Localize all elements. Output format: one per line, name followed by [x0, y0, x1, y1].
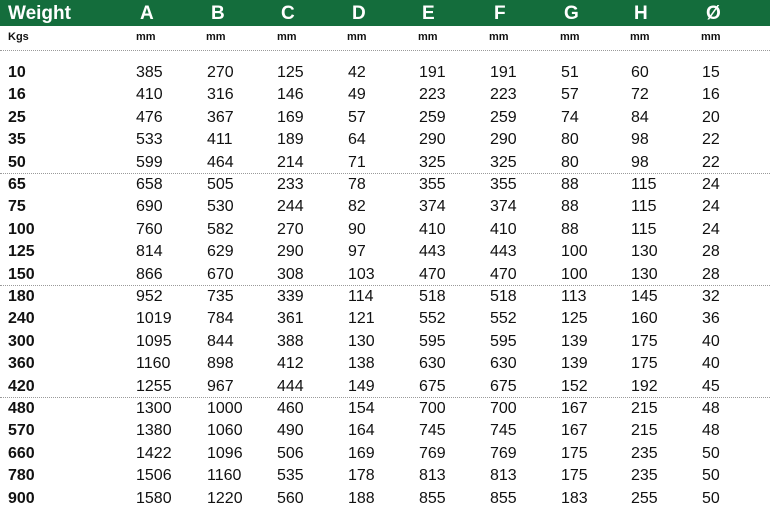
header-c: C — [281, 3, 295, 24]
cell-f: 325 — [490, 153, 517, 171]
cell-a: 533 — [136, 131, 163, 149]
unit-d: mm — [347, 31, 367, 43]
cell-e: 191 — [419, 64, 446, 81]
cell-b: 967 — [207, 377, 234, 395]
cell-b: 367 — [207, 108, 234, 126]
table-row — [0, 174, 770, 196]
cell-weight: 16 — [8, 86, 26, 104]
cell-d: 114 — [348, 288, 374, 305]
unit-diameter: mm — [701, 31, 721, 43]
cell-e: 355 — [419, 176, 446, 193]
cell-g: 139 — [561, 332, 588, 350]
cell-h: 84 — [631, 108, 649, 126]
cell-h: 98 — [631, 153, 649, 171]
cell-a: 1300 — [136, 400, 172, 417]
cell-e: 410 — [419, 220, 446, 238]
cell-a: 385 — [136, 64, 163, 81]
cell-a: 1095 — [136, 332, 172, 350]
unit-f: mm — [489, 31, 509, 43]
cell-g: 80 — [561, 153, 579, 171]
cell-e: 855 — [419, 489, 446, 507]
cell-a: 1422 — [136, 444, 172, 462]
cell-g: 74 — [561, 108, 579, 126]
unit-c: mm — [277, 31, 297, 43]
cell-e: 769 — [419, 444, 446, 462]
cell-g: 175 — [561, 444, 588, 462]
cell-d: 130 — [348, 332, 375, 350]
unit-a: mm — [136, 31, 156, 43]
cell-c: 506 — [277, 444, 304, 462]
cell-c: 233 — [277, 176, 304, 193]
cell-a: 952 — [136, 288, 163, 305]
cell-f: 552 — [490, 310, 517, 328]
cell-c: 444 — [277, 377, 304, 395]
cell-f: 518 — [490, 288, 517, 305]
cell-f: 443 — [490, 243, 517, 261]
cell-d: 154 — [348, 400, 375, 417]
cell-h: 215 — [631, 422, 658, 440]
cell-b: 1060 — [207, 422, 243, 440]
unit-g: mm — [560, 31, 580, 43]
unit-weight: Kgs — [8, 31, 29, 43]
cell-diameter: 45 — [702, 377, 720, 395]
cell-a: 1019 — [136, 310, 172, 328]
cell-diameter: 28 — [702, 243, 720, 261]
cell-f: 259 — [490, 108, 517, 126]
cell-b: 1000 — [207, 400, 243, 417]
units-divider — [0, 50, 770, 51]
cell-g: 183 — [561, 489, 588, 507]
table-row — [0, 84, 770, 106]
cell-weight: 35 — [8, 131, 26, 149]
cell-weight: 570 — [8, 422, 35, 440]
cell-diameter: 24 — [702, 198, 720, 216]
cell-e: 290 — [419, 131, 446, 149]
cell-a: 410 — [136, 86, 163, 104]
cell-weight: 900 — [8, 489, 35, 507]
cell-a: 866 — [136, 265, 163, 283]
cell-b: 898 — [207, 355, 234, 373]
cell-h: 98 — [631, 131, 649, 149]
cell-weight: 780 — [8, 467, 35, 485]
cell-c: 270 — [277, 220, 304, 238]
cell-g: 100 — [561, 243, 588, 261]
cell-e: 325 — [419, 153, 446, 171]
cell-c: 339 — [277, 288, 304, 305]
cell-weight: 150 — [8, 265, 35, 283]
cell-e: 700 — [419, 400, 446, 417]
cell-weight: 10 — [8, 64, 26, 81]
cell-a: 760 — [136, 220, 163, 238]
cell-b: 316 — [207, 86, 234, 104]
cell-g: 113 — [561, 288, 587, 305]
cell-diameter: 50 — [702, 444, 720, 462]
cell-weight: 300 — [8, 332, 35, 350]
cell-h: 130 — [631, 265, 658, 283]
cell-b: 735 — [207, 288, 234, 305]
table-row — [0, 241, 770, 263]
cell-c: 308 — [277, 265, 304, 283]
cell-f: 595 — [490, 332, 517, 350]
cell-e: 595 — [419, 332, 446, 350]
cell-h: 115 — [631, 220, 657, 238]
cell-diameter: 28 — [702, 265, 720, 283]
cell-d: 103 — [348, 265, 375, 283]
table-row — [0, 264, 770, 286]
cell-weight: 25 — [8, 108, 26, 126]
cell-h: 145 — [631, 288, 658, 305]
cell-d: 49 — [348, 86, 366, 104]
cell-e: 745 — [419, 422, 446, 440]
cell-d: 178 — [348, 467, 375, 485]
cell-b: 844 — [207, 332, 234, 350]
cell-d: 169 — [348, 444, 375, 462]
cell-h: 235 — [631, 444, 658, 462]
cell-c: 412 — [277, 355, 304, 373]
cell-a: 690 — [136, 198, 163, 216]
cell-h: 115 — [631, 176, 657, 193]
cell-g: 167 — [561, 400, 588, 417]
cell-weight: 65 — [8, 176, 26, 193]
cell-e: 223 — [419, 86, 446, 104]
cell-c: 244 — [277, 198, 304, 216]
cell-c: 535 — [277, 467, 304, 485]
unit-h: mm — [630, 31, 650, 43]
cell-c: 361 — [277, 310, 304, 328]
cell-diameter: 48 — [702, 400, 720, 417]
cell-c: 125 — [277, 64, 304, 81]
table-row — [0, 308, 770, 330]
cell-f: 675 — [490, 377, 517, 395]
cell-f: 355 — [490, 176, 517, 193]
units-row — [0, 26, 770, 48]
cell-d: 164 — [348, 422, 375, 440]
table-row — [0, 286, 770, 308]
cell-diameter: 20 — [702, 108, 720, 126]
cell-e: 630 — [419, 355, 446, 373]
cell-e: 259 — [419, 108, 446, 126]
table-row — [0, 62, 770, 84]
cell-diameter: 40 — [702, 355, 720, 373]
cell-g: 80 — [561, 131, 579, 149]
cell-b: 629 — [207, 243, 234, 261]
table-header — [0, 0, 770, 26]
cell-d: 71 — [348, 153, 366, 171]
cell-h: 130 — [631, 243, 658, 261]
cell-diameter: 50 — [702, 467, 720, 485]
cell-a: 814 — [136, 243, 163, 261]
cell-c: 214 — [277, 153, 304, 171]
table-row — [0, 152, 770, 174]
cell-c: 146 — [277, 86, 304, 104]
cell-d: 121 — [348, 310, 375, 328]
cell-a: 1160 — [136, 355, 171, 373]
cell-c: 169 — [277, 108, 304, 126]
cell-b: 270 — [207, 64, 234, 81]
cell-diameter: 15 — [702, 64, 720, 81]
cell-b: 505 — [207, 176, 234, 193]
cell-diameter: 16 — [702, 86, 720, 104]
cell-b: 1160 — [207, 467, 242, 485]
header-a: A — [140, 3, 154, 24]
cell-b: 1220 — [207, 489, 243, 507]
cell-weight: 480 — [8, 400, 35, 417]
unit-b: mm — [206, 31, 226, 43]
cell-g: 100 — [561, 265, 588, 283]
table-row — [0, 420, 770, 442]
cell-f: 470 — [490, 265, 517, 283]
table-row — [0, 129, 770, 151]
cell-a: 658 — [136, 176, 163, 193]
cell-e: 518 — [419, 288, 446, 305]
cell-weight: 420 — [8, 377, 35, 395]
table-row — [0, 376, 770, 398]
cell-c: 290 — [277, 243, 304, 261]
cell-d: 97 — [348, 243, 366, 261]
cell-h: 235 — [631, 467, 658, 485]
cell-d: 64 — [348, 131, 366, 149]
header-g: G — [564, 3, 579, 24]
cell-g: 88 — [561, 198, 579, 216]
cell-g: 175 — [561, 467, 588, 485]
header-f: F — [494, 3, 506, 24]
cell-f: 630 — [490, 355, 517, 373]
cell-h: 115 — [631, 198, 657, 216]
cell-g: 139 — [561, 355, 588, 373]
cell-b: 784 — [207, 310, 234, 328]
cell-g: 88 — [561, 220, 579, 238]
cell-c: 490 — [277, 422, 304, 440]
cell-g: 51 — [561, 64, 579, 81]
cell-g: 88 — [561, 176, 579, 193]
cell-f: 855 — [490, 489, 517, 507]
cell-weight: 125 — [8, 243, 35, 261]
cell-b: 411 — [207, 131, 233, 149]
cell-f: 191 — [490, 64, 517, 81]
cell-a: 476 — [136, 108, 163, 126]
cell-a: 1506 — [136, 467, 172, 485]
cell-diameter: 40 — [702, 332, 720, 350]
cell-d: 82 — [348, 198, 366, 216]
table-row — [0, 196, 770, 218]
cell-b: 530 — [207, 198, 234, 216]
cell-g: 167 — [561, 422, 588, 440]
table-row — [0, 488, 770, 510]
cell-c: 460 — [277, 400, 304, 417]
cell-h: 160 — [631, 310, 658, 328]
cell-g: 125 — [561, 310, 588, 328]
cell-d: 90 — [348, 220, 366, 238]
cell-f: 410 — [490, 220, 517, 238]
header-d: D — [352, 3, 366, 24]
cell-weight: 360 — [8, 355, 35, 373]
cell-diameter: 48 — [702, 422, 720, 440]
unit-e: mm — [418, 31, 438, 43]
cell-h: 60 — [631, 64, 649, 81]
cell-e: 374 — [419, 198, 446, 216]
header-e: E — [422, 3, 435, 24]
cell-weight: 100 — [8, 220, 35, 238]
cell-d: 42 — [348, 64, 366, 81]
table-row — [0, 331, 770, 353]
cell-d: 78 — [348, 176, 366, 193]
table-row — [0, 398, 770, 420]
cell-h: 175 — [631, 332, 658, 350]
table-row — [0, 443, 770, 465]
table-row — [0, 219, 770, 241]
cell-f: 374 — [490, 198, 517, 216]
cell-diameter: 24 — [702, 176, 720, 193]
cell-weight: 180 — [8, 288, 35, 305]
cell-weight: 240 — [8, 310, 35, 328]
cell-diameter: 22 — [702, 131, 720, 149]
cell-d: 57 — [348, 108, 366, 126]
cell-g: 57 — [561, 86, 579, 104]
table-row — [0, 107, 770, 129]
cell-d: 188 — [348, 489, 375, 507]
cell-diameter: 32 — [702, 288, 720, 305]
cell-b: 464 — [207, 153, 234, 171]
cell-a: 599 — [136, 153, 163, 171]
cell-h: 72 — [631, 86, 649, 104]
cell-weight: 660 — [8, 444, 35, 462]
cell-c: 560 — [277, 489, 304, 507]
cell-e: 675 — [419, 377, 446, 395]
cell-weight: 75 — [8, 198, 26, 216]
cell-f: 290 — [490, 131, 517, 149]
cell-diameter: 50 — [702, 489, 720, 507]
cell-h: 215 — [631, 400, 658, 417]
cell-diameter: 36 — [702, 310, 720, 328]
cell-h: 175 — [631, 355, 658, 373]
header-h: H — [634, 3, 648, 24]
cell-a: 1580 — [136, 489, 172, 507]
cell-e: 443 — [419, 243, 446, 261]
cell-weight: 50 — [8, 153, 26, 171]
cell-d: 149 — [348, 377, 375, 395]
cell-a: 1380 — [136, 422, 172, 440]
cell-e: 552 — [419, 310, 446, 328]
cell-c: 388 — [277, 332, 304, 350]
cell-c: 189 — [277, 131, 304, 149]
cell-b: 582 — [207, 220, 234, 238]
cell-e: 470 — [419, 265, 446, 283]
table-row — [0, 465, 770, 487]
cell-diameter: 22 — [702, 153, 720, 171]
cell-d: 138 — [348, 355, 375, 373]
cell-f: 223 — [490, 86, 517, 104]
cell-b: 670 — [207, 265, 234, 283]
cell-f: 813 — [490, 467, 517, 485]
cell-h: 255 — [631, 489, 658, 507]
header-diameter: Ø — [706, 3, 721, 24]
header-weight: Weight — [8, 3, 71, 24]
cell-diameter: 24 — [702, 220, 720, 238]
cell-f: 769 — [490, 444, 517, 462]
cell-a: 1255 — [136, 377, 172, 395]
table-row — [0, 353, 770, 375]
cell-g: 152 — [561, 377, 588, 395]
cell-f: 700 — [490, 400, 517, 417]
cell-f: 745 — [490, 422, 517, 440]
cell-b: 1096 — [207, 444, 243, 462]
cell-h: 192 — [631, 377, 658, 395]
header-b: B — [211, 3, 225, 24]
cell-e: 813 — [419, 467, 446, 485]
